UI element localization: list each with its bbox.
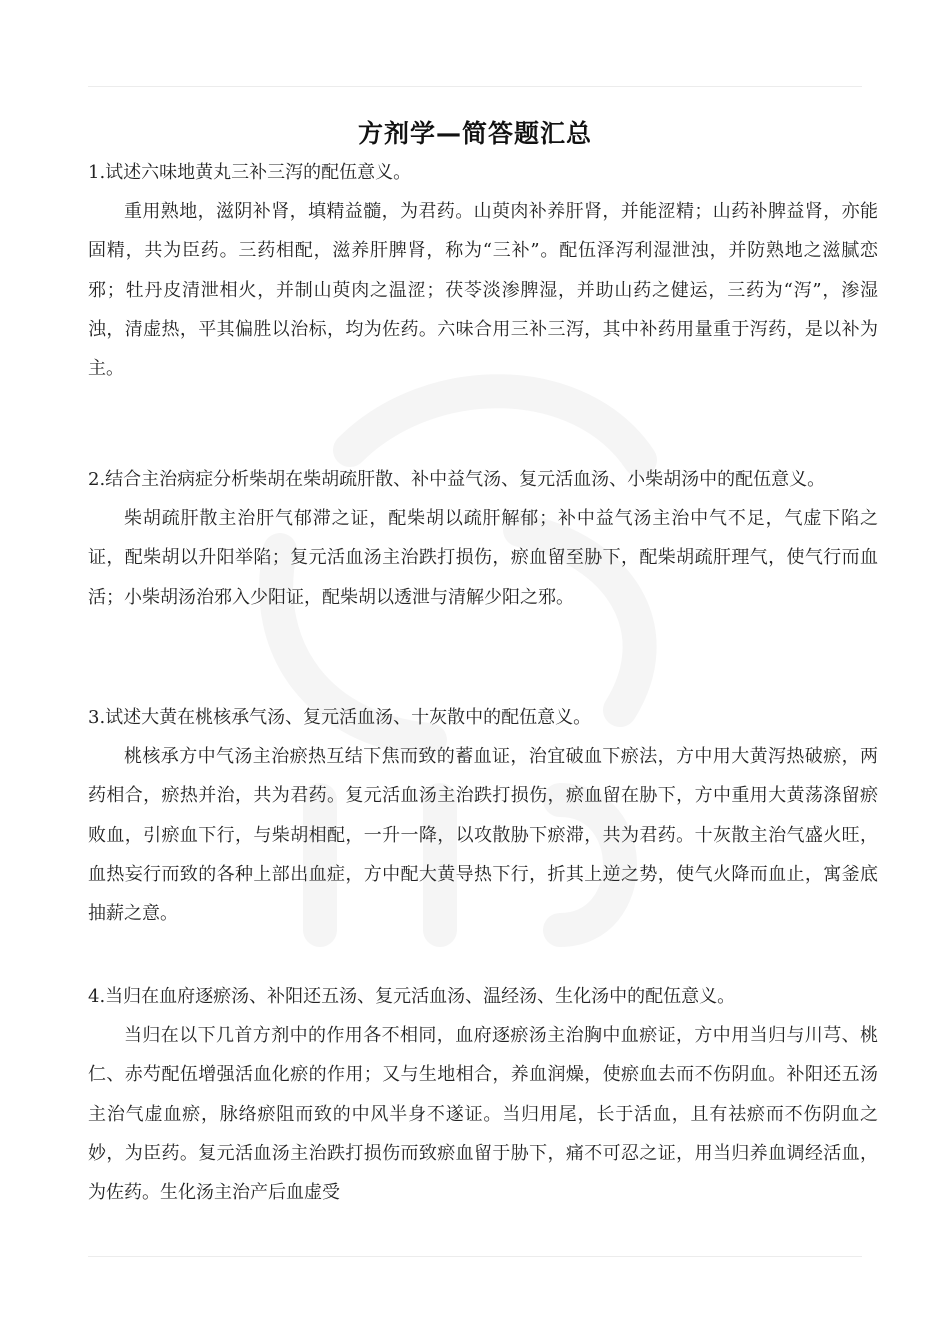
question-4: 4.当归在血府逐瘀汤、补阳还五汤、复元活血汤、温经汤、生化汤中的配伍意义。 [88,986,736,1007]
bottom-rule [88,1256,862,1257]
question-2: 2.结合主治病症分析柴胡在柴胡疏肝散、补中益气汤、复元活血汤、小柴胡汤中的配伍意义。 [88,469,826,490]
answer-3: 桃核承方中气汤主治瘀热互结下焦而致的蓄血证，治宜破血下瘀法，方中用大黄泻热破瘀，两药相合，瘀热并治，共为君药。复元活血汤主治跌打损伤，瘀血留在胁下，方中重用大黄荡涤留瘀败血，引瘀血下行，与柴胡相配，一升一降，以攻散胁下瘀滞，共为君药。十灰散主治气盛火旺，血热妄行而致的各种上部出血症，方中配大黄导热下行，折其上逆之势，使气火降而血止，寓釜底抽薪之意。 [88,746,878,925]
qa-section-4 [88,977,878,1212]
question-3: 3.试述大黄在桃核承气汤、复元活血汤、十灰散中的配伍意义。 [88,707,592,728]
qa-section-3 [88,698,878,933]
page-title: 方剂学—简答题汇总 [357,119,592,148]
qa-section-1 [88,153,878,388]
answer-2: 柴胡疏肝散主治肝气郁滞之证，配柴胡以疏肝解郁；补中益气汤主治中气不足，气虚下陷之证，配柴胡以升阳举陷；复元活血汤主治跌打损伤，瘀血留至胁下，配柴胡疏肝理气，使气行而血活；小柴胡汤治邪入少阳证，配柴胡以透泄与清解少阳之邪。 [88,508,878,608]
top-rule [88,86,862,87]
answer-4: 当归在以下几首方剂中的作用各不相同，血府逐瘀汤主治胸中血瘀证，方中用当归与川芎、桃仁、赤芍配伍增强活血化瘀的作用；又与生地相合，养血润燥，使瘀血去而不伤阴血。补阳还五汤主治气虚血瘀，脉络瘀阻而致的中风半身不遂证。当归用尾，长于活血，且有祛瘀而不伤阴血之妙，为臣药。复元活血汤主治跌打损伤而致瘀血留于胁下，痛不可忍之证，用当归养血调经活血，为佐药。生化汤主治产后血虚受 [88,1025,878,1204]
answer-1: 重用熟地，滋阴补肾，填精益髓，为君药。山萸肉补养肝肾，并能涩精；山药补脾益肾，亦能固精，共为臣药。三药相配，滋养肝脾肾，称为“三补”。配伍泽泻利湿泄浊，并防熟地之滋腻恋邪；牡丹皮清泄相火，并制山萸肉之温涩；茯苓淡渗脾湿，并助山药之健运，三药为“泻”，渗湿浊，清虚热，平其偏胜以治标，均为佐药。六味合用三补三泻，其中补药用量重于泻药，是以补为主。 [88,201,878,380]
qa-section-2 [88,460,878,617]
question-1: 1.试述六味地黄丸三补三泻的配伍意义。 [88,162,412,183]
